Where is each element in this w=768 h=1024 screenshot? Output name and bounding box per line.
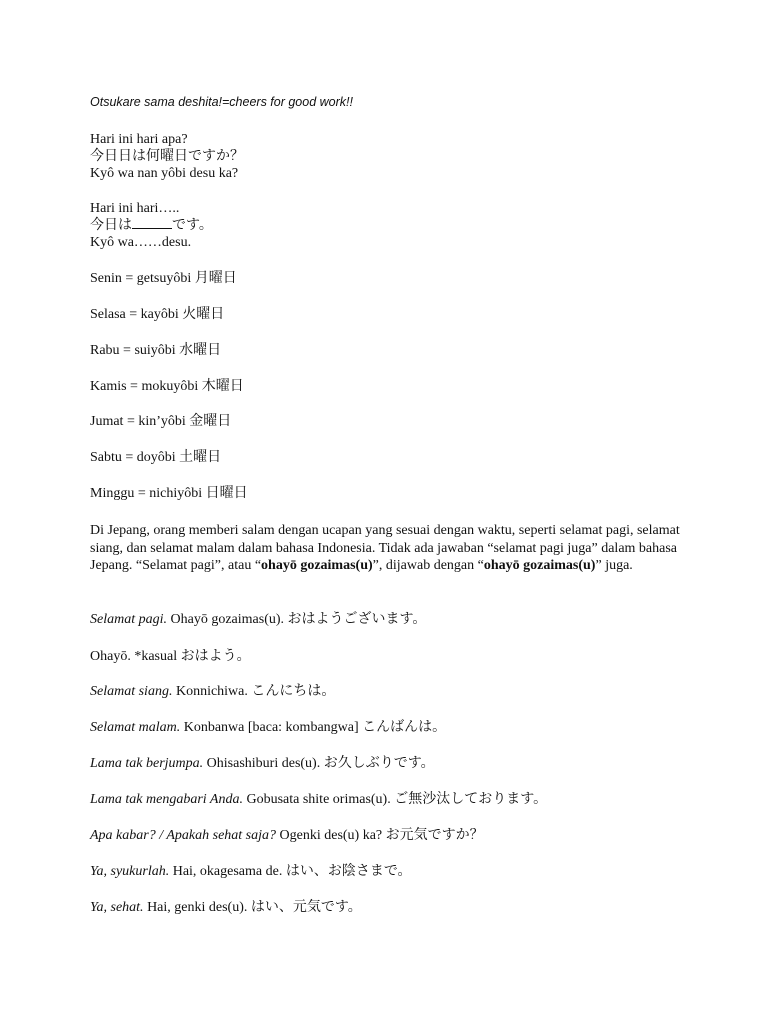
phrase-syukurlah: Ya, syukurlah. Hai, okagesama de. はい、お陰さまで。 — [90, 864, 412, 879]
answer-line-3: Kyô wa……desu. — [90, 235, 192, 250]
phrase-ohayo: Ohayō. *kasual おはよう。 — [90, 649, 251, 664]
greeting-paragraph: Di Jepang, orang memberi salam dengan ucapan yang sesuai dengan waktu, seperti selamat pagi, selamat siang, dan selamat malam dalam bahasa Indonesia. Tidak ada jawaban “selamat pagi juga” dalam bahasa Jepang. “Selamat pagi”, atau “ohayō gozaimas(u)”, dijawab dengan “ohayō gozaimas(u)” juga. — [90, 523, 680, 573]
phrase-selamat-malam: Selamat malam. Konbanwa [baca: kombangwa] こんばんは。 — [90, 720, 447, 735]
phrase-selamat-pagi: Selamat pagi. Ohayō gozaimas(u). おはようございます。 — [90, 612, 427, 627]
day-minggu: Minggu = nichiyôbi 日曜日 — [90, 486, 248, 501]
phrase-lama-tak-berjumpa: Lama tak berjumpa. Ohisashiburi des(u). お久しぶりです。 — [90, 756, 435, 771]
question-line-2: 今日日は何曜日ですか？ — [90, 149, 244, 164]
day-selasa: Selasa = kayôbi 火曜日 — [90, 307, 225, 322]
answer-line-2: 今日は です。 — [90, 218, 213, 233]
day-jumat: Jumat = kin’yôbi 金曜日 — [90, 414, 232, 429]
phrase-apa-kabar: Apa kabar? / Apakah sehat saja? Ogenki des(u) ka? お元気ですか？ — [90, 828, 484, 843]
day-sabtu: Sabtu = doyôbi 土曜日 — [90, 450, 222, 465]
day-senin: Senin = getsuyôbi 月曜日 — [90, 271, 237, 286]
fill-blank — [132, 217, 172, 229]
phrase-ya-sehat: Ya, sehat. Hai, genki des(u). はい、元気です。 — [90, 900, 362, 915]
day-kamis: Kamis = mokuyôbi 木曜日 — [90, 379, 244, 394]
day-rabu: Rabu = suiyôbi 水曜日 — [90, 343, 222, 358]
question-line-1: Hari ini hari apa? — [90, 132, 188, 147]
phrase-selamat-siang: Selamat siang. Konnichiwa. こんにちは。 — [90, 684, 336, 699]
answer-line-1: Hari ini hari….. — [90, 201, 180, 216]
header-line: Otsukare sama deshita!=cheers for good work!! — [90, 95, 353, 109]
question-line-3: Kyô wa nan yôbi desu ka? — [90, 166, 239, 181]
phrase-lama-tak-mengabari: Lama tak mengabari Anda. Gobusata shite orimas(u). ご無沙汰しております。 — [90, 792, 548, 807]
